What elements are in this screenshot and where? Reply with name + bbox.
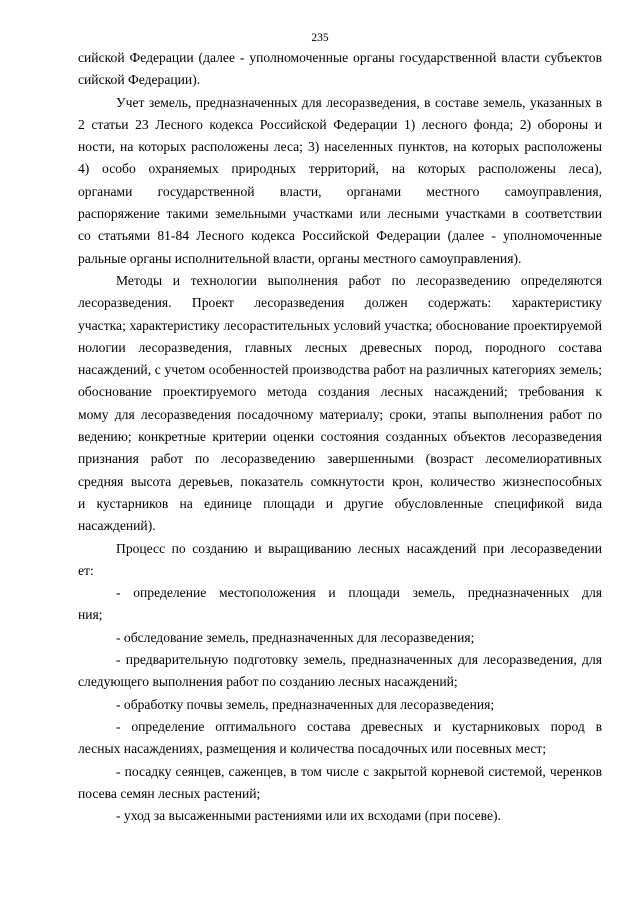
text-line: сийской Федерации (далее - уполномоченные органы государственной власти субъектов — [78, 50, 602, 65]
text-line: посева семян лесных растений; — [78, 785, 261, 801]
text-line: - посадку сеянцев, саженцев, в том числе с закрытой корневой системой, черенков — [116, 763, 602, 779]
text-line: Методы и технологии выполнения работ по лесоразведению определяются — [116, 272, 602, 288]
text-line: насаждений, с учетом особенностей производства работ на различных категориях земель; — [78, 362, 602, 378]
text-line: - обследование земель, предназначенных для лесоразведения; — [116, 629, 475, 645]
text-line: ния; — [78, 607, 103, 623]
text-line: лесных насаждениях, размещения и количества посадочных или посевных мест; — [78, 741, 547, 757]
text-line: участка; характеристику лесорастительных условий участка; обоснование проектируемой — [78, 317, 602, 333]
text-line: нологии лесоразведения, главных лесных древесных пород, породного состава — [78, 339, 602, 355]
text-line: органами государственной власти, органами местного самоуправления, — [78, 183, 602, 199]
text-line: со статьями 81-84 Лесного кодекса Российской Федерации (далее - уполномоченные — [78, 228, 602, 244]
text-line: ральные органы исполнительной власти, органы местного самоуправления). — [78, 250, 522, 266]
document-body — [78, 47, 602, 827]
text-line: ет: — [78, 562, 94, 578]
text-line: следующего выполнения работ по созданию лесных насаждений; — [78, 674, 458, 690]
text-line: распоряжение такими земельными участками или лесными участками в соответствии — [78, 206, 602, 222]
text-line: ности, на которых расположены леса; 3) населенных пунктов, на которых расположены — [78, 139, 602, 155]
text-line: - определение местоположения и площади земель, предназначенных для — [116, 585, 602, 601]
text-line: и кустарников на единице площади и другие обусловленные спецификой вида — [78, 495, 602, 511]
text-line: лесоразведения. Проект лесоразведения должен содержать: характеристику — [78, 295, 602, 311]
text-line: насаждений). — [78, 518, 156, 534]
text-line: - обработку почвы земель, предназначенных для лесоразведения; — [116, 696, 495, 712]
text-line: - уход за высаженными растениями или их всходами (при посеве). — [116, 808, 501, 824]
text-line: 2 статьи 23 Лесного кодекса Российской Федерации 1) лесного фонда; 2) обороны и — [78, 116, 602, 132]
text-line: признания работ по лесоразведению завершенными (возраст лесомелиоративных — [78, 451, 602, 467]
text-line: - предварительную подготовку земель, предназначенных для лесоразведения, для — [116, 652, 602, 668]
text-line: Учет земель, предназначенных для лесоразведения, в составе земель, указанных в — [116, 94, 602, 110]
text-line: - определение оптимального состава древесных и кустарниковых пород в — [116, 718, 602, 734]
text-line: средняя высота деревьев, показатель сомкнутости крон, количество жизнеспособных — [78, 473, 602, 489]
text-line: ведению; конкретные критерии оценки состояния созданных объектов лесоразведения — [78, 429, 602, 445]
text-line: 4) особо охраняемых природных территорий, на которых расположены леса), — [78, 161, 602, 177]
text-line: Процесс по созданию и выращиванию лесных насаждений при лесоразведении — [116, 540, 602, 556]
text-line: мому для лесоразведения посадочному материалу; сроки, этапы выполнения работ по — [78, 406, 602, 422]
page-number: 235 — [311, 32, 329, 44]
text-line: обоснование проектируемого метода создания лесных насаждений; требования к — [78, 384, 602, 400]
text-line: сийской Федерации). — [78, 72, 201, 88]
